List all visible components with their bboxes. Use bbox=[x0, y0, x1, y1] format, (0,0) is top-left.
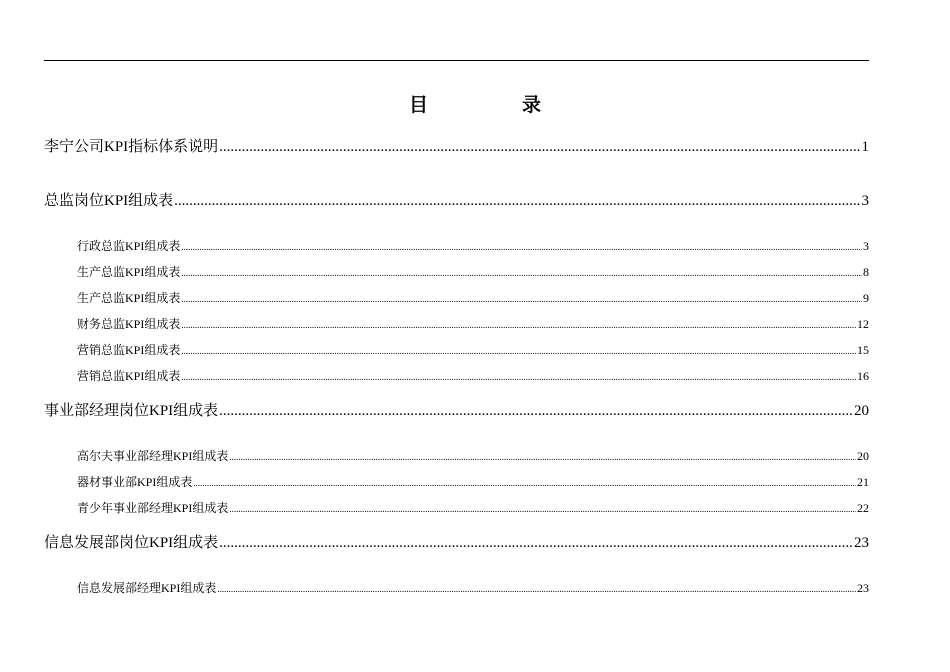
toc-title-char-1: 目 bbox=[408, 94, 428, 116]
toc-entry-kpi-system-intro[interactable] bbox=[44, 137, 869, 157]
toc-dot-leader bbox=[219, 137, 860, 157]
toc-subentry-admin-director[interactable] bbox=[77, 238, 869, 255]
toc-entry-label: 营销总监KPI组成表 bbox=[77, 369, 181, 383]
toc-entry-label: 总监岗位KPI组成表 bbox=[44, 193, 174, 209]
toc-subentry-production-director-1[interactable] bbox=[77, 264, 869, 281]
toc-page-number: 3 bbox=[863, 239, 869, 253]
toc-dot-leader bbox=[181, 368, 856, 385]
toc-page-number: 23 bbox=[857, 581, 869, 595]
toc-dot-leader bbox=[174, 191, 860, 211]
toc-entry-label: 营销总监KPI组成表 bbox=[77, 343, 181, 357]
toc-dot-leader bbox=[181, 290, 862, 307]
toc-dot-leader bbox=[219, 533, 853, 553]
toc-page-number: 1 bbox=[861, 139, 869, 155]
toc-page-number: 23 bbox=[854, 535, 869, 551]
toc-page-number: 12 bbox=[857, 317, 869, 331]
toc-entry-label: 生产总监KPI组成表 bbox=[77, 265, 181, 279]
toc-title-char-2: 录 bbox=[522, 94, 542, 116]
toc-entry-label: 财务总监KPI组成表 bbox=[77, 317, 181, 331]
toc-dot-leader bbox=[219, 401, 853, 421]
toc-subentry-marketing-director-1[interactable] bbox=[77, 342, 869, 359]
toc-page-number: 15 bbox=[857, 343, 869, 357]
toc-subentry-equipment-division[interactable] bbox=[77, 474, 869, 491]
toc-dot-leader bbox=[181, 342, 856, 359]
toc-page-number: 16 bbox=[857, 369, 869, 383]
toc-dot-leader bbox=[193, 474, 856, 491]
toc-entry-info-dev-positions[interactable] bbox=[44, 533, 869, 553]
toc-entry-label: 行政总监KPI组成表 bbox=[77, 239, 181, 253]
toc-subentry-golf-division-manager[interactable] bbox=[77, 448, 869, 465]
toc-subentry-finance-director[interactable] bbox=[77, 316, 869, 333]
toc-page-number: 22 bbox=[857, 501, 869, 515]
toc-entry-label: 高尔夫事业部经理KPI组成表 bbox=[77, 449, 229, 463]
toc-entry-label: 器材事业部KPI组成表 bbox=[77, 475, 193, 489]
header-rule bbox=[44, 60, 869, 61]
toc-entry-director-positions[interactable] bbox=[44, 191, 869, 211]
toc-dot-leader bbox=[229, 448, 856, 465]
toc-dot-leader bbox=[181, 238, 862, 255]
toc-dot-leader bbox=[229, 500, 856, 517]
toc-entry-label: 信息发展部岗位KPI组成表 bbox=[44, 535, 219, 551]
toc-page-number: 20 bbox=[857, 449, 869, 463]
toc-page-number: 3 bbox=[861, 193, 869, 209]
toc-dot-leader bbox=[181, 316, 856, 333]
toc-page-number: 9 bbox=[863, 291, 869, 305]
toc-entry-division-manager-positions[interactable] bbox=[44, 401, 869, 421]
toc-title bbox=[0, 92, 950, 118]
toc-dot-leader bbox=[217, 580, 856, 597]
toc-subentry-info-dev-manager[interactable] bbox=[77, 580, 869, 597]
toc-entry-label: 青少年事业部经理KPI组成表 bbox=[77, 501, 229, 515]
toc-page-number: 8 bbox=[863, 265, 869, 279]
toc-entry-label: 事业部经理岗位KPI组成表 bbox=[44, 403, 219, 419]
toc-entry-label: 信息发展部经理KPI组成表 bbox=[77, 581, 217, 595]
toc-page-number: 20 bbox=[854, 403, 869, 419]
toc-entry-label: 生产总监KPI组成表 bbox=[77, 291, 181, 305]
toc-page-number: 21 bbox=[857, 475, 869, 489]
toc-subentry-production-director-2[interactable] bbox=[77, 290, 869, 307]
toc-subentry-marketing-director-2[interactable] bbox=[77, 368, 869, 385]
toc-entry-label: 李宁公司KPI指标体系说明 bbox=[44, 139, 219, 155]
toc-dot-leader bbox=[181, 264, 862, 281]
toc-subentry-youth-division-manager[interactable] bbox=[77, 500, 869, 517]
